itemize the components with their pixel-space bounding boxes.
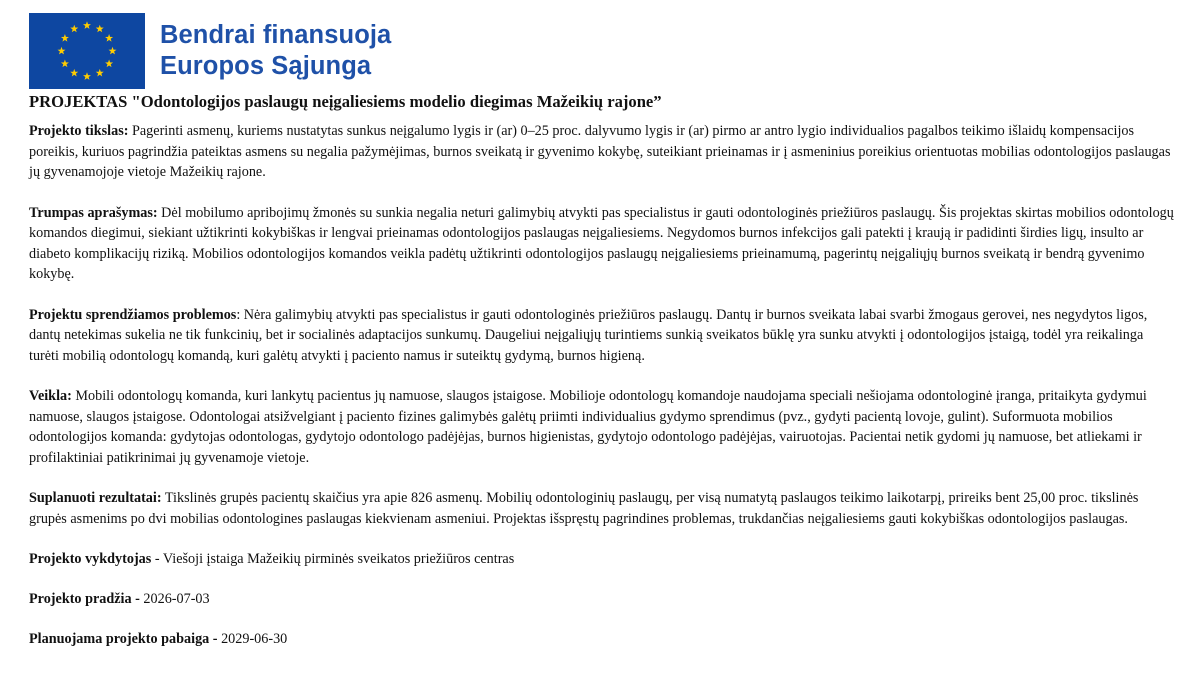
short-description-text: Dėl mobilumo apribojimų žmonės su sunkia negalia neturi galimybių atvykti pas specialistus ir gauti odontologinės priežiūros paslaugų. Šis projektas skirtas mobilios odontologų komandos diegimui, siekiant užtikrinti kokybiškas ir lengvai prieinamas odontologijos paslaugas neįgaliesiems. Negydomos burnos infekcijos gali patekti į kraują ir padidinti širdies ligų, insulto ar diabeto komplikacijų riziką. Mobilios odontologijos komandos veikla padėtų užtikrinti odontologijos paslaugų neįgaliesiems prieinamumą, pagerintų neįgaliųjų burnos sveikatą ir bendrą gyvenimo kokybę. — [29, 204, 1174, 282]
start-date-label: Projekto pradžia - — [29, 591, 140, 607]
page-title: PROJEKTAS "Odontologijos paslaugų neįgaliesiems modelio diegimas Mažeikių rajone” — [29, 92, 662, 111]
end-date-label: Planuojama projekto pabaiga - — [29, 631, 218, 647]
short-description-paragraph — [29, 203, 1175, 285]
executor-label: Projekto vykdytojas — [29, 551, 152, 567]
problems-paragraph — [29, 305, 1175, 367]
results-text: Tikslinės grupės pacientų skaičius yra apie 826 asmenų. Mobilių odontologinių paslaugų, per visą numatytą paslaugos teikimo laikotarpį, prireiks bent 25,00 proc. tikslinės grupės asmenims po dvi mobilias odontologines paslaugas kiekvienam asmeniui. Projektas išspręstų pagrindines problemas, trukdančias neįgaliesiems gauti kokybiškas odontologijos paslaugas. — [29, 490, 1139, 527]
results-label: Suplanuoti rezultatai: — [29, 490, 162, 506]
activity-label: Veikla: — [29, 388, 72, 404]
logo-line-2: Europos Sąjunga — [160, 52, 372, 80]
project-goal-text: Pagerinti asmenų, kuriems nustatytas sunkus neįgalumo lygis ir (ar) 0–25 proc. dalyvumo lygis ir (ar) pirmo ar antro lygio individualios pagalbos teikimo išlaidų kompensacijos poreikis, kuriuos pagrindžia pateiktas asmens su negalia pažymėjimas, burnos sveikatą ir gyvenimo kokybę, suteikiant prieinamas ir į asmeninius poreikius orientuotas mobilias odontologijos paslaugas jų gyvenamojoje vietoje Mažeikių rajone. — [29, 123, 1171, 180]
eu-flag-icon — [29, 13, 145, 89]
eu-funding-logo — [29, 13, 391, 89]
project-document — [29, 91, 1175, 669]
results-paragraph — [29, 488, 1175, 529]
start-date-value: 2026-07-03 — [139, 591, 210, 607]
eu-funding-text — [160, 20, 391, 82]
problems-label: Projektu sprendžiamos problemos — [29, 306, 237, 323]
executor-paragraph — [29, 549, 1175, 570]
activity-paragraph — [29, 386, 1175, 468]
project-goal-label: Projekto tikslas: — [29, 123, 129, 139]
project-goal-paragraph — [29, 121, 1175, 183]
end-date-value: 2029-06-30 — [217, 631, 288, 647]
start-date-paragraph — [29, 589, 1175, 610]
logo-line-1: Bendrai finansuoja — [160, 21, 392, 49]
end-date-paragraph — [29, 629, 1175, 650]
activity-text: Mobili odontologų komanda, kuri lankytų pacientus jų namuose, slaugos įstaigose. Mobilioje odontologų komandoje naudojama speciali nešiojama odontologinė įranga, pritaikyta gydymui namuose, slaugos įstaigose. Odontologai atsižvelgiant į paciento fizines galimybės galėtų priimti individualius gydymo sprendimus (pvz., gydyti pacientą lovoje, gulint). Suformuota mobilios odontologijos komanda: gydytojas odontologas, gydytojo odontologo padėjėjas, burnos higienistas, gydytojo odontologo padėjėjas, vairuotojas. Pacientai netik gydomi jų namuose, bet atliekami ir profilaktiniai patikrinimai jų gyvenamoje vietoje. — [29, 388, 1147, 466]
problems-text: : Nėra galimybių atvykti pas specialistus ir gauti odontologinės priežiūros paslaugų. Dantų ir burnos sveikata labai svarbi žmogaus gerovei, nes negydytos ligos, dantų netekimas sukelia ne tik funkcinių, bet ir socialinės adaptacijos sunkumų. Daugeliui neįgaliųjų turintiems sunkią sveikatos būklę yra sunku atvykti į odontologijos įstaigą, todėl yra reikalinga turėti mobilią odontologų komandą, kuri galėtų atvykti į paciento namus ir suteiktų gydymą, burnos higieną. — [29, 306, 1148, 364]
executor-text: - Viešoji įstaiga Mažeikių pirminės sveikatos priežiūros centras — [151, 551, 515, 567]
short-description-label: Trumpas aprašymas: — [29, 204, 158, 221]
